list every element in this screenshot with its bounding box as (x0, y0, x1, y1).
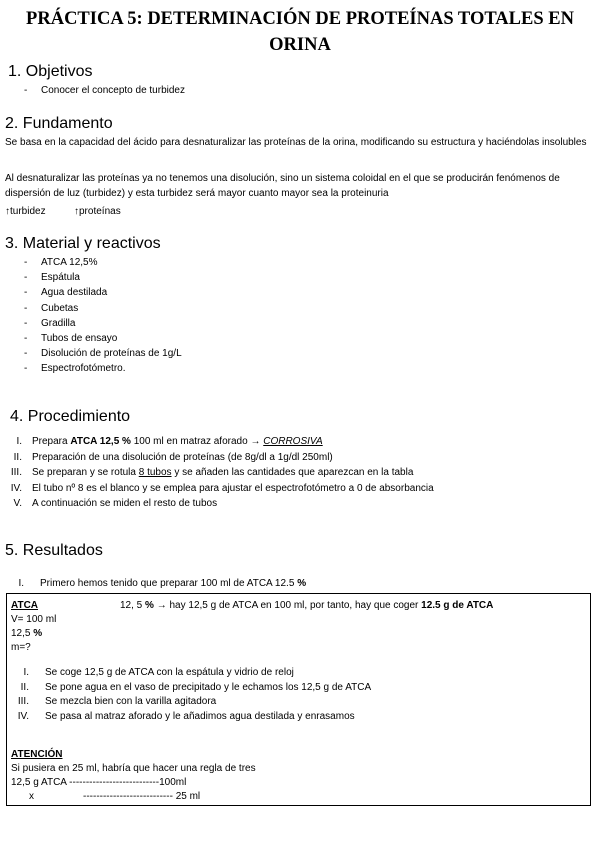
atencion-text: Si pusiera en 25 ml, habría que hacer una regla de tres (11, 763, 256, 774)
atca-label: ATCA (11, 600, 39, 611)
page-title (0, 6, 600, 58)
list-item: - Espátula (24, 272, 80, 284)
list-item: I. Prepara ATCA 12,5 % 100 ml en matraz aforado → CORROSIVA (16, 436, 323, 447)
step-num: I. (23, 667, 29, 678)
tubos-underlined: 8 tubos (138, 467, 172, 478)
fundamento-paragraph-1: Se basa en la capacidad del ácido para desnaturalizar las proteínas de la orina, modificando su estructura y haciéndolas insolubles (5, 137, 587, 148)
step-text: Se pasa al matraz aforado y le añadimos agua destilada y enrasamos (45, 711, 355, 722)
corrosiva-label: CORROSIVA (263, 436, 323, 447)
material-heading: 3. Material y reactivos (5, 235, 161, 252)
atca-bold: ATCA 12,5 % (70, 436, 131, 447)
list-item: - Conocer el concepto de turbidez (24, 85, 185, 96)
proteinas-arrow-text: ↑proteínas (74, 206, 121, 217)
list-item: - ATCA 12,5% (24, 257, 98, 268)
procedimiento-list (0, 434, 434, 512)
step-num: III. (17, 696, 29, 707)
rule-of-three-line-2: --------------------------- 25 ml (83, 791, 201, 802)
percent-line: 12,5 % (11, 628, 43, 639)
step-num: IV. (17, 711, 29, 722)
volume-line: V= 100 ml (11, 614, 57, 625)
step-text: Se coge 12,5 g de ATCA con la espátula y vidrio de reloj (45, 667, 294, 678)
resultados-intro: Primero hemos tenido que preparar 100 ml de ATCA 12.5 % (40, 578, 307, 589)
list-item: V. A continuación se miden el resto de tubos (13, 498, 218, 509)
list-item: IV. El tubo nº 8 es el blanco y se emplea para ajustar el espectrofotómetro a 0 de absorbancia (10, 482, 434, 494)
list-item: III. Se preparan y se rotula 8 tubos y se añaden las cantidades que aparezcan en la tabla (10, 467, 414, 478)
list-item: - Gradilla (24, 317, 76, 329)
results-box (6, 593, 591, 806)
objetivos-heading: 1. Objetivos (8, 63, 93, 80)
list-item: - Cubetas (24, 302, 79, 314)
list-item: - Tubos de ensayo (24, 333, 118, 345)
objetivos-list (24, 83, 185, 98)
step-text: Se mezcla bien con la varilla agitadora (45, 696, 217, 707)
atencion-label: ATENCIÓN (11, 749, 63, 760)
calculation-line: 12, 5 % → hay 12,5 g de ATCA en 100 ml, por tanto, hay que coger 12.5 g de ATCA (120, 600, 494, 611)
mass-line: m=? (11, 642, 31, 653)
step-text: Se pone agua en el vaso de precipitado y le echamos los 12,5 g de ATCA (45, 682, 372, 693)
list-item: - Espectrofotómetro. (24, 363, 126, 375)
title-line-1: PRÁCTICA 5: DETERMINACIÓN DE PROTEÍNAS TOTALES EN (26, 9, 574, 29)
turbidez-arrow-text: ↑turbidez (5, 206, 46, 217)
list-item: - Disolución de proteínas de 1g/L (24, 348, 182, 360)
rule-of-three-x: x (29, 791, 34, 802)
resultados-heading: 5. Resultados (5, 542, 103, 559)
fundamento-heading: 2. Fundamento (5, 115, 113, 132)
procedimiento-heading: 4. Procedimiento (10, 408, 131, 425)
step-num: II. (20, 682, 29, 693)
rule-of-three-line-1: 12,5 g ATCA ---------------------------100ml (11, 777, 187, 788)
list-item: II. Preparación de una disolución de proteínas (de 8g/dl a 1g/dl 250ml) (13, 451, 333, 463)
resultados-intro-num: I. (18, 578, 24, 589)
material-list (24, 255, 182, 377)
title-line-2: ORINA (269, 35, 331, 55)
list-item: - Agua destilada (24, 287, 108, 299)
fundamento-paragraph-2: Al desnaturalizar las proteínas ya no tenemos una disolución, sino un sistema coloidal en el que se producirán fenómenos de dispersión de luz (turbidez) y esta turbidez será mayor cuanto mayor sea la proteinuria (5, 173, 560, 199)
